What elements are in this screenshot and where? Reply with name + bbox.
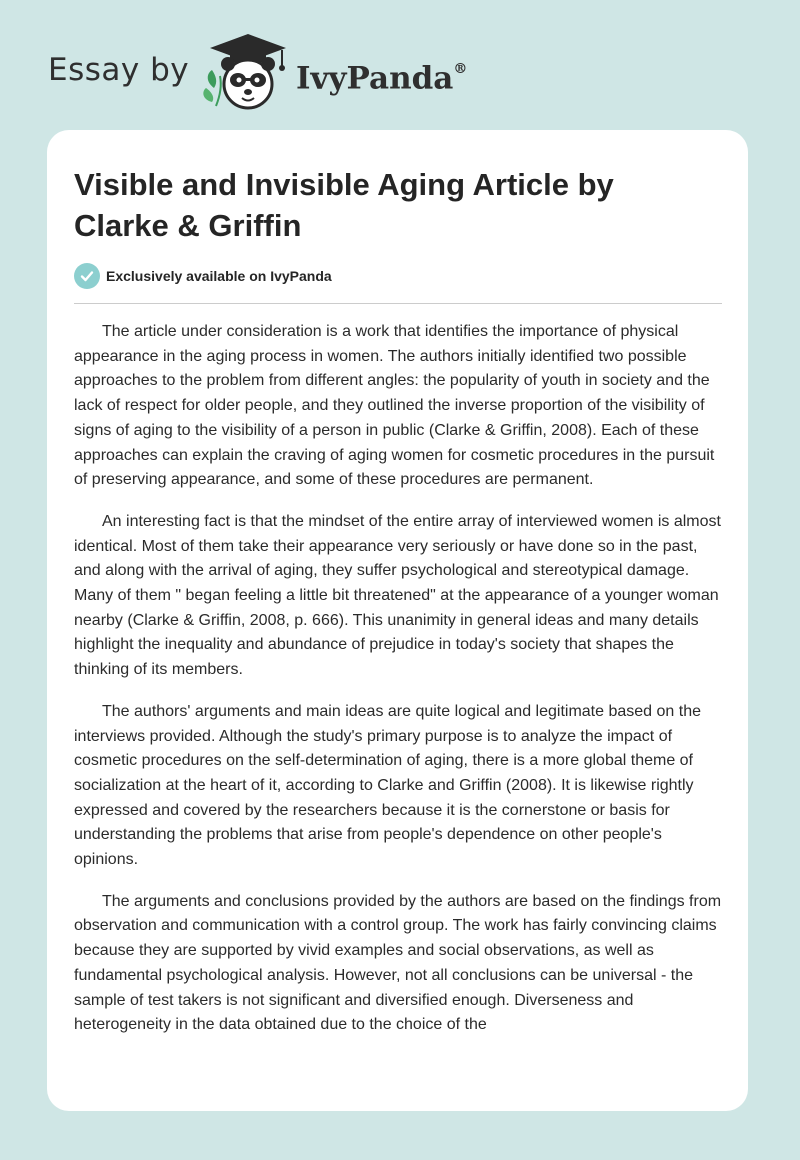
divider [74, 303, 722, 304]
article-paragraph: An interesting fact is that the mindset of the entire array of interviewed women is almost identical. Most of them take their appearance very seriously or have done so in the past, and along with the arrival of aging, they suffer psychological and stereotypical damage. Many of them " began feeling a little bit threatened" at the appearance of a younger woman nearby (Clarke & Griffin, 2008, p. 666). This unanimity in general ideas and many details highlight the inequality and abundance of prejudice in today's society that shapes the thinking of its members. [74, 512, 721, 679]
brand-name[interactable] [296, 53, 467, 98]
article-body [74, 320, 726, 1055]
brand-text: IvyPanda [296, 60, 454, 97]
essay-by-label: Essay by [48, 52, 190, 88]
check-icon [74, 263, 100, 289]
article-paragraph: The authors' arguments and main ideas are quite logical and legitimate based on the interviews provided. Although the study's primary purpose is to analyze the impact of cosmetic procedures on the self-determination of aging, there is a more global theme of socialization at the heart of it, according to Clarke and Griffin (2008). It is likewise rightly expressed and covered by the researchers because it is the cornerstone or basis for understanding the problems that arise from people's dependence on other people's opinions. [74, 702, 701, 869]
site-header [0, 0, 800, 120]
article-card [47, 130, 748, 1111]
article-title: Visible and Invisible Aging Article by Clarke & Griffin [74, 167, 614, 243]
ivypanda-logo-icon[interactable] [200, 30, 296, 112]
exclusive-badge [74, 263, 332, 289]
registered-mark: ® [453, 61, 468, 77]
exclusive-badge-label: Exclusively available on IvyPanda [106, 268, 332, 284]
article-paragraph: The arguments and conclusions provided by the authors are based on the findings from observation and communication with a control group. The work has fairly convincing claims because they are supported by vivid examples and social observations, as well as fundamental psychological analysis. However, not all conclusions can be universal - the sample of test takers is not significant and diversified enough. Diverseness and heterogeneity in the data obtained due to the choice of the [74, 892, 722, 1034]
article-paragraph: The article under consideration is a work that identifies the importance of physical appearance in the aging process in women. The authors initially identified two possible approaches to the problem from different angles: the popularity of youth in society and the lack of respect for older people, and they outlined the inverse proportion of the visibility of signs of aging to the visibility of a person in public (Clarke & Griffin, 2008). Each of these approaches can explain the craving of aging women for cosmetic procedures in the pursuit of preserving appearance, and some of these procedures are permanent. [74, 323, 715, 489]
